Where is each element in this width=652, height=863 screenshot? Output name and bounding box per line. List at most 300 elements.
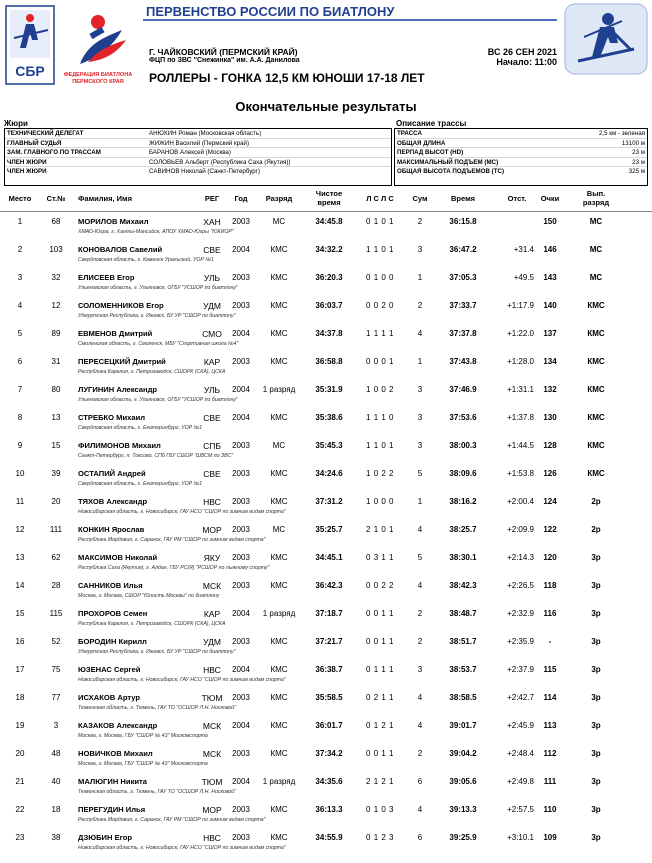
net-time: 36:01.7 (315, 721, 343, 730)
achieved-category: 3р (591, 833, 601, 842)
athlete-rank: КМС (270, 329, 288, 338)
net-time: 36:38.7 (315, 665, 343, 674)
athlete-year: 2003 (232, 637, 250, 646)
athlete-region: УДМ (203, 301, 221, 311)
penalty-sum: 1 (417, 497, 423, 506)
athlete-region: МСК (202, 581, 222, 591)
jury-row (5, 167, 391, 177)
result-bib: 32 (51, 273, 61, 282)
time-behind: +2:48.4 (507, 749, 534, 758)
athlete-region: ЯКУ (203, 553, 221, 563)
athlete-rank: 1 разряд (262, 777, 296, 786)
table-row (0, 800, 652, 828)
net-time: 35:25.7 (315, 525, 343, 534)
col-year: Год (234, 194, 248, 203)
net-time: 34:45.1 (315, 553, 343, 562)
table-row (0, 268, 652, 296)
achieved-category: КМС (587, 413, 605, 422)
course-label: Описание трассы (396, 119, 467, 128)
shooting-misses: 0 2 1 1 (366, 693, 394, 702)
result-bib: 40 (51, 777, 61, 786)
table-row (0, 828, 652, 856)
table-row (0, 352, 652, 380)
course-value: 23 м (632, 158, 645, 166)
course-table (394, 128, 648, 186)
finish-time: 38:25.7 (449, 525, 477, 534)
course-row (395, 158, 647, 168)
athlete-rank: 1 разряд (262, 385, 296, 394)
athlete-club: Свердловская область, г. Каменск Уральский, УОР №1 (78, 257, 214, 263)
finish-time: 37:05.3 (449, 273, 477, 282)
athlete-region: СВЕ (203, 245, 221, 255)
finish-time: 38:42.3 (449, 581, 477, 590)
penalty-sum: 4 (417, 693, 423, 702)
col-net-time (306, 189, 352, 207)
achieved-category: 2р (591, 497, 601, 506)
net-time: 34:45.8 (315, 217, 343, 226)
athlete-rank: КМС (270, 805, 288, 814)
athlete-year: 2003 (232, 833, 250, 842)
net-time: 36:20.3 (315, 273, 343, 282)
result-bib: 38 (51, 833, 61, 842)
penalty-sum: 3 (417, 441, 423, 450)
time-behind: +1:22.0 (507, 329, 534, 338)
table-row (0, 716, 652, 744)
points: 112 (543, 749, 557, 758)
achieved-category: 3р (591, 637, 601, 646)
achieved-category: КМС (587, 301, 605, 310)
athlete-rank: МС (272, 217, 286, 226)
net-time: 35:58.5 (315, 693, 343, 702)
net-time: 34:55.9 (315, 833, 343, 842)
athlete-year: 2004 (232, 245, 250, 254)
shooting-misses: 2 1 0 1 (366, 525, 394, 534)
shooting-misses: 0 1 0 3 (366, 805, 394, 814)
result-place: 10 (15, 469, 25, 478)
col-net-time-line2: время (317, 198, 341, 207)
athlete-rank: МС (272, 525, 286, 534)
athlete-club: Москва, г. Москва, СШОР "Юность Москвы" по биатлону (78, 593, 220, 599)
points: 116 (543, 609, 557, 618)
points: - (548, 637, 552, 646)
athlete-name: МАКСИМОВ Николай (78, 553, 158, 562)
points: 128 (543, 441, 557, 450)
athlete-region: ТЮМ (201, 693, 223, 703)
points: 150 (543, 217, 557, 226)
finish-time: 38:30.1 (449, 553, 477, 562)
athlete-club: Республика Мордовия, г. Саранск, ГАУ РМ "СШОР по зимним видам спорта" (78, 537, 266, 543)
result-place: 2 (17, 245, 23, 254)
athlete-year: 2003 (232, 273, 250, 282)
athlete-name: ЕВМЕНОВ Дмитрий (78, 329, 153, 338)
points: 122 (543, 525, 557, 534)
athlete-rank: 1 разряд (262, 609, 296, 618)
athlete-region: НВС (203, 497, 221, 507)
table-row (0, 408, 652, 436)
penalty-sum: 2 (417, 217, 423, 226)
jury-role: ЧЛЕН ЖЮРИ (7, 168, 47, 176)
shooting-misses: 0 0 2 2 (366, 581, 394, 590)
points: 120 (543, 553, 557, 562)
finish-time: 38:53.7 (449, 665, 477, 674)
penalty-sum: 5 (417, 553, 423, 562)
result-place: 6 (17, 357, 23, 366)
header-logos (4, 4, 138, 88)
result-bib: 20 (51, 497, 61, 506)
points: 140 (543, 301, 557, 310)
net-time: 37:21.7 (315, 637, 343, 646)
competition-title: ПЕРВЕНСТВО РОССИИ ПО БИАТЛОНУ (143, 4, 557, 21)
athlete-name: МАЛЮГИН Никита (78, 777, 147, 786)
finish-time: 39:05.6 (449, 777, 477, 786)
athlete-year: 2003 (232, 497, 250, 506)
net-time: 35:45.3 (315, 441, 343, 450)
jury-role: ГЛАВНЫЙ СУДЬЯ (7, 139, 62, 147)
result-bib: 62 (51, 553, 61, 562)
athlete-name: ПЕРЕГУДИН Илья (78, 805, 146, 814)
athlete-year: 2004 (232, 777, 250, 786)
athlete-region: МСК (202, 721, 222, 731)
event-location: Г. ЧАЙКОВСКИЙ (ПЕРМСКИЙ КРАЙ) (149, 47, 298, 57)
result-place: 9 (17, 441, 23, 450)
achieved-category: МС (589, 217, 603, 226)
achieved-category: 3р (591, 581, 601, 590)
athlete-club: Республика Карелия, г. Петрозаводск, СШОРК (СКА), ЦСКА (78, 621, 226, 627)
time-behind: +1:53.8 (507, 469, 534, 478)
time-behind: +2:37.9 (507, 665, 534, 674)
result-place: 23 (15, 833, 25, 842)
athlete-club: Свердловская область, г. Екатеринбург, УОР №1 (78, 481, 203, 487)
shooting-misses: 0 0 1 1 (366, 637, 394, 646)
jury-row (5, 129, 391, 139)
athlete-year: 2003 (232, 357, 250, 366)
finish-time: 36:15.8 (449, 217, 477, 226)
result-bib: 12 (51, 301, 61, 310)
athlete-rank: МС (272, 441, 286, 450)
net-time: 37:31.2 (315, 497, 343, 506)
penalty-sum: 4 (417, 329, 423, 338)
finish-time: 38:00.3 (449, 441, 477, 450)
net-time: 36:42.3 (315, 581, 343, 590)
finish-time: 37:46.9 (449, 385, 477, 394)
athlete-name: ОСТАПИЙ Андрей (78, 469, 146, 478)
athlete-rank: КМС (270, 749, 288, 758)
result-bib: 13 (51, 413, 61, 422)
course-value: 23 м (632, 149, 645, 157)
athlete-rank: КМС (270, 497, 288, 506)
athlete-name: НОВИЧКОВ Михаил (78, 749, 153, 758)
athlete-club: Санкт-Петербург, п. Токсово, СПб ГБУ СШОР "ШВСМ по ЗВС" (78, 453, 234, 459)
penalty-sum: 3 (417, 245, 423, 254)
result-place: 15 (15, 609, 25, 618)
result-bib: 39 (51, 469, 61, 478)
result-bib: 80 (51, 385, 61, 394)
result-place: 12 (15, 525, 25, 534)
time-behind: +1:37.8 (507, 413, 534, 422)
table-row (0, 548, 652, 576)
table-row (0, 688, 652, 716)
result-place: 3 (17, 273, 23, 282)
col-place: Место (8, 194, 32, 203)
penalty-sum: 6 (417, 777, 423, 786)
course-row (395, 129, 647, 139)
athlete-rank: КМС (270, 553, 288, 562)
athlete-year: 2003 (232, 749, 250, 758)
achieved-category: МС (589, 245, 603, 254)
athlete-name: ЛУГИНИН Александр (78, 385, 158, 394)
jury-member: ЖИЖИН Василий (Пермский край) (149, 139, 250, 147)
course-row (395, 167, 647, 177)
course-value: 325 м (628, 168, 645, 176)
event-start-time: Начало: 11:00 (496, 57, 557, 67)
finish-time: 39:13.3 (449, 805, 477, 814)
jury-member: АНЮХИН Роман (Московская область) (149, 130, 262, 137)
athlete-rank: КМС (270, 469, 288, 478)
table-row (0, 604, 652, 632)
penalty-sum: 4 (417, 525, 423, 534)
penalty-sum: 4 (417, 581, 423, 590)
result-bib: 68 (51, 217, 61, 226)
table-row (0, 520, 652, 548)
table-row (0, 492, 652, 520)
achieved-category: КМС (587, 329, 605, 338)
result-bib: 75 (51, 665, 61, 674)
table-row (0, 632, 652, 660)
table-row (0, 380, 652, 408)
athlete-year: 2003 (232, 553, 250, 562)
finish-time: 38:48.7 (449, 609, 477, 618)
athlete-region: СМО (202, 329, 222, 339)
result-place: 14 (15, 581, 25, 590)
table-row (0, 576, 652, 604)
athlete-region: УЛЬ (203, 273, 221, 283)
athlete-year: 2003 (232, 525, 250, 534)
shooting-misses: 0 1 0 1 (366, 217, 394, 226)
athlete-name: МОРИЛОВ Михаил (78, 217, 149, 226)
sbr-logo (4, 4, 138, 88)
table-row (0, 240, 652, 268)
shooting-misses: 0 1 2 1 (366, 721, 394, 730)
shooting-misses: 1 1 0 1 (366, 245, 394, 254)
finish-time: 37:33.7 (449, 301, 477, 310)
achieved-category: 2р (591, 525, 601, 534)
penalty-sum: 2 (417, 301, 423, 310)
net-time: 34:35.6 (315, 777, 343, 786)
shooting-misses: 1 1 1 1 (366, 329, 394, 338)
net-time: 36:03.7 (315, 301, 343, 310)
course-row (395, 139, 647, 149)
jury-label: Жюри (4, 119, 28, 128)
achieved-category: 3р (591, 749, 601, 758)
finish-time: 37:43.8 (449, 357, 477, 366)
points: 130 (543, 413, 557, 422)
event-date: ВС 26 СЕН 2021 (487, 47, 557, 57)
athlete-club: Республика Саха (Якутия), г. Алдан, ГБУ РС(Я) "РСШОР по лыжному спорту" (78, 565, 270, 571)
result-place: 13 (15, 553, 25, 562)
points: 110 (543, 805, 557, 814)
athlete-club: Новосибирская область, г. Новосибирск, ГАУ НСО "СШОР по зимним видам спорта" (78, 677, 286, 683)
jury-role: ТЕХНИЧЕСКИЙ ДЕЛЕГАТ (7, 130, 84, 137)
result-bib: 15 (51, 441, 61, 450)
finish-time: 39:01.7 (449, 721, 477, 730)
shooting-misses: 1 0 0 0 (366, 497, 394, 506)
athlete-name: ЮЗЕНАС Сергей (78, 665, 141, 674)
federation-region-text: ПЕРМСКОГО КРАЯ (72, 79, 124, 85)
result-place: 17 (15, 665, 25, 674)
athlete-name: ФИЛИМОНОВ Михаил (78, 441, 161, 450)
time-behind: +2:26.5 (507, 581, 534, 590)
col-rank: Разряд (265, 194, 293, 203)
course-param: ТРАССА (397, 130, 422, 137)
finish-time: 39:04.2 (449, 749, 477, 758)
athlete-name: СОЛОМЕННИКОВ Егор (78, 301, 164, 310)
result-place: 18 (15, 693, 25, 702)
jury-role: ЧЛЕН ЖЮРИ (7, 158, 47, 166)
result-place: 16 (15, 637, 25, 646)
athlete-rank: КМС (270, 413, 288, 422)
time-behind: +1:17.9 (507, 301, 534, 310)
col-shooting: Л С Л С (366, 194, 394, 203)
achieved-category: КМС (587, 441, 605, 450)
col-time: Время (451, 194, 475, 203)
points: 113 (543, 721, 557, 730)
athlete-region: КАР (203, 357, 221, 367)
achieved-category: 3р (591, 805, 601, 814)
time-behind: +3:10.1 (507, 833, 534, 842)
athlete-region: НВС (203, 833, 221, 843)
athlete-rank: КМС (270, 833, 288, 842)
time-behind: +2:42.7 (507, 693, 534, 702)
shooting-misses: 1 1 1 0 (366, 413, 394, 422)
course-param: ОБЩАЯ ДЛИНА (397, 139, 446, 147)
shooting-misses: 0 0 1 1 (366, 749, 394, 758)
athlete-rank: КМС (270, 721, 288, 730)
athlete-rank: КМС (270, 637, 288, 646)
result-bib: 48 (51, 749, 61, 758)
shooting-misses: 0 0 0 1 (366, 357, 394, 366)
shooting-misses: 1 0 0 2 (366, 385, 394, 394)
result-place: 19 (15, 721, 25, 730)
athlete-region: НВС (203, 665, 221, 675)
net-time: 35:38.6 (315, 413, 343, 422)
achieved-category: 3р (591, 665, 601, 674)
penalty-sum: 1 (417, 357, 423, 366)
achieved-category: КМС (587, 385, 605, 394)
net-time: 37:18.7 (315, 609, 343, 618)
athlete-region: СВЕ (203, 469, 221, 479)
result-bib: 115 (49, 609, 63, 618)
course-param: ОБЩАЯ ВЫСОТА ПОДЪЕМОВ (ТС) (397, 168, 505, 176)
biathlete-icon (564, 3, 648, 75)
time-behind: +2:09.9 (507, 525, 534, 534)
athlete-region: МОР (202, 525, 222, 535)
net-time: 34:37.8 (315, 329, 343, 338)
athlete-club: Новосибирская область, г. Новосибирск, ГАУ НСО "СШОР по зимним видам спорта" (78, 845, 286, 851)
jury-member: СОЛОВЬЕВ Альберт (Республика Саха (Якутия)) (149, 158, 291, 166)
penalty-sum: 2 (417, 609, 423, 618)
shooting-misses: 0 0 2 0 (366, 301, 394, 310)
penalty-sum: 2 (417, 749, 423, 758)
federation-text: ФЕДЕРАЦИЯ БИАТЛОНА (63, 72, 133, 78)
result-bib: 28 (51, 581, 61, 590)
jury-row (5, 148, 391, 158)
athlete-rank: КМС (270, 273, 288, 282)
athlete-name: ЕЛИСЕЕВ Егор (78, 273, 135, 282)
course-row (395, 148, 647, 158)
result-place: 5 (17, 329, 23, 338)
col-category (574, 189, 618, 207)
col-bib: Ст.№ (46, 194, 66, 203)
result-bib: 111 (49, 525, 63, 534)
result-bib: 31 (51, 357, 61, 366)
net-time: 35:31.9 (315, 385, 343, 394)
time-behind: +1:31.1 (507, 385, 534, 394)
penalty-sum: 1 (417, 273, 423, 282)
jury-row (5, 139, 391, 149)
athlete-region: СВЕ (203, 413, 221, 423)
result-place: 22 (15, 805, 25, 814)
achieved-category: 3р (591, 609, 601, 618)
time-behind: +2:14.3 (507, 553, 534, 562)
athlete-club: Тюменская область, г. Тюмень, ГАУ ТО "ОСШОР Л.Н. Носковой" (78, 705, 237, 711)
course-param: МАКСИМАЛЬНЫЙ ПОДЪЕМ (МС) (397, 158, 499, 166)
achieved-category: МС (589, 273, 603, 282)
course-value: 13100 м (621, 139, 645, 147)
points: 114 (543, 693, 557, 702)
col-net-time-line1: Чистое (315, 189, 343, 198)
result-place: 21 (15, 777, 25, 786)
time-behind: +2:49.8 (507, 777, 534, 786)
points: 132 (543, 385, 557, 394)
points: 118 (543, 581, 557, 590)
athlete-region: ТЮМ (201, 777, 223, 787)
shooting-misses: 1 1 0 1 (366, 441, 394, 450)
penalty-sum: 4 (417, 805, 423, 814)
points: 146 (543, 245, 557, 254)
athlete-region: ХАН (203, 217, 221, 227)
sbr-logo-text: СБР (15, 63, 45, 79)
finish-time: 39:25.9 (449, 833, 477, 842)
athlete-rank: КМС (270, 581, 288, 590)
col-category-line2: разряд (582, 198, 610, 207)
shooting-misses: 0 0 1 1 (366, 609, 394, 618)
athlete-year: 2003 (232, 805, 250, 814)
table-row (0, 324, 652, 352)
athlete-year: 2004 (232, 385, 250, 394)
jury-member: САВИНОВ Николай (Санкт-Петербург) (149, 168, 261, 176)
shooting-misses: 0 3 1 1 (366, 553, 394, 562)
result-bib: 77 (51, 693, 61, 702)
table-row (0, 296, 652, 324)
athlete-year: 2004 (232, 721, 250, 730)
course-param: ПЕРПАД ВЫСОТ (HD) (397, 149, 464, 157)
athlete-region: СПБ (203, 441, 221, 451)
table-row (0, 436, 652, 464)
points: 143 (543, 273, 557, 282)
athlete-region: МСК (202, 749, 222, 759)
results-heading: Окончательные результаты (235, 99, 417, 114)
net-time: 37:34.2 (315, 749, 343, 758)
time-behind: +2:45.9 (507, 721, 534, 730)
col-sum: Сум (412, 194, 428, 203)
result-bib: 89 (51, 329, 61, 338)
result-place: 8 (17, 413, 23, 422)
net-time: 34:24.6 (315, 469, 343, 478)
shooting-misses: 2 1 2 1 (366, 777, 394, 786)
col-name: Фамилия, Имя (78, 194, 132, 203)
points: 126 (543, 469, 557, 478)
time-behind: +2:35.9 (507, 637, 534, 646)
